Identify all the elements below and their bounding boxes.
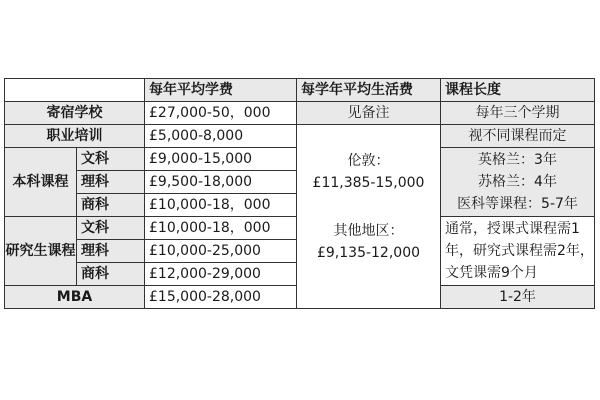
- living-cost-cell: [297, 125, 441, 309]
- header-corner: [5, 79, 145, 102]
- tuition-undergrad-business: £10,000-18，000: [145, 194, 297, 217]
- sub-label-postgrad-arts: 文科: [77, 217, 145, 240]
- table-row: [5, 102, 595, 125]
- tuition-undergrad-arts: £9,000-15,000: [145, 148, 297, 171]
- sub-label-postgrad-business: 商科: [77, 263, 145, 286]
- tuition-postgrad-science: £10,000-25,000: [145, 240, 297, 263]
- sub-label-undergrad-science: 理科: [77, 171, 145, 194]
- header-row: [5, 79, 595, 102]
- tuition-mba: £15,000-28,000: [145, 286, 297, 309]
- row-label-vocational: 职业培训: [5, 125, 145, 148]
- tuition-postgrad-business: £12,000-29,000: [145, 263, 297, 286]
- tuition-postgrad-arts: £10,000-18，000: [145, 217, 297, 240]
- duration-mba: 1-2年: [441, 286, 595, 309]
- duration-undergrad-line: 医科等课程：5-7年: [457, 196, 578, 212]
- row-label-postgrad: 研究生课程: [5, 217, 77, 286]
- duration-vocational: 视不同课程而定: [441, 125, 595, 148]
- header-tuition: 每年平均学费: [145, 79, 297, 102]
- duration-undergrad-line: 苏格兰：4年: [478, 174, 557, 190]
- duration-boarding: 每年三个学期: [441, 102, 595, 125]
- duration-undergrad: [441, 148, 595, 217]
- tuition-boarding: £27,000-50，000: [145, 102, 297, 125]
- duration-postgrad-note: 通常，授课式课程需1年，研究式课程需2年，文凭课需9个月: [441, 217, 595, 286]
- sub-label-postgrad-science: 理科: [77, 240, 145, 263]
- row-label-boarding: 寄宿学校: [5, 102, 145, 125]
- living-other-label: 其他地区：: [333, 222, 404, 239]
- row-label-undergrad: 本科课程: [5, 148, 77, 217]
- header-duration: 课程长度: [441, 79, 595, 102]
- living-london-label: 伦敦：: [347, 152, 390, 169]
- duration-undergrad-line: 英格兰：3年: [478, 152, 557, 168]
- living-other-value: £9,135-12,000: [316, 244, 421, 261]
- living-boarding: 见备注: [297, 102, 441, 125]
- sub-label-undergrad-arts: 文科: [77, 148, 145, 171]
- tuition-undergrad-science: £9,500-18,000: [145, 171, 297, 194]
- row-label-mba: MBA: [5, 286, 145, 309]
- sub-label-undergrad-business: 商科: [77, 194, 145, 217]
- tuition-cost-table: [4, 78, 595, 309]
- header-living: 每学年平均生活费: [297, 79, 441, 102]
- tuition-vocational: £5,000-8,000: [145, 125, 297, 148]
- living-london-value: £11,385-15,000: [312, 174, 425, 191]
- table-row: [5, 125, 595, 148]
